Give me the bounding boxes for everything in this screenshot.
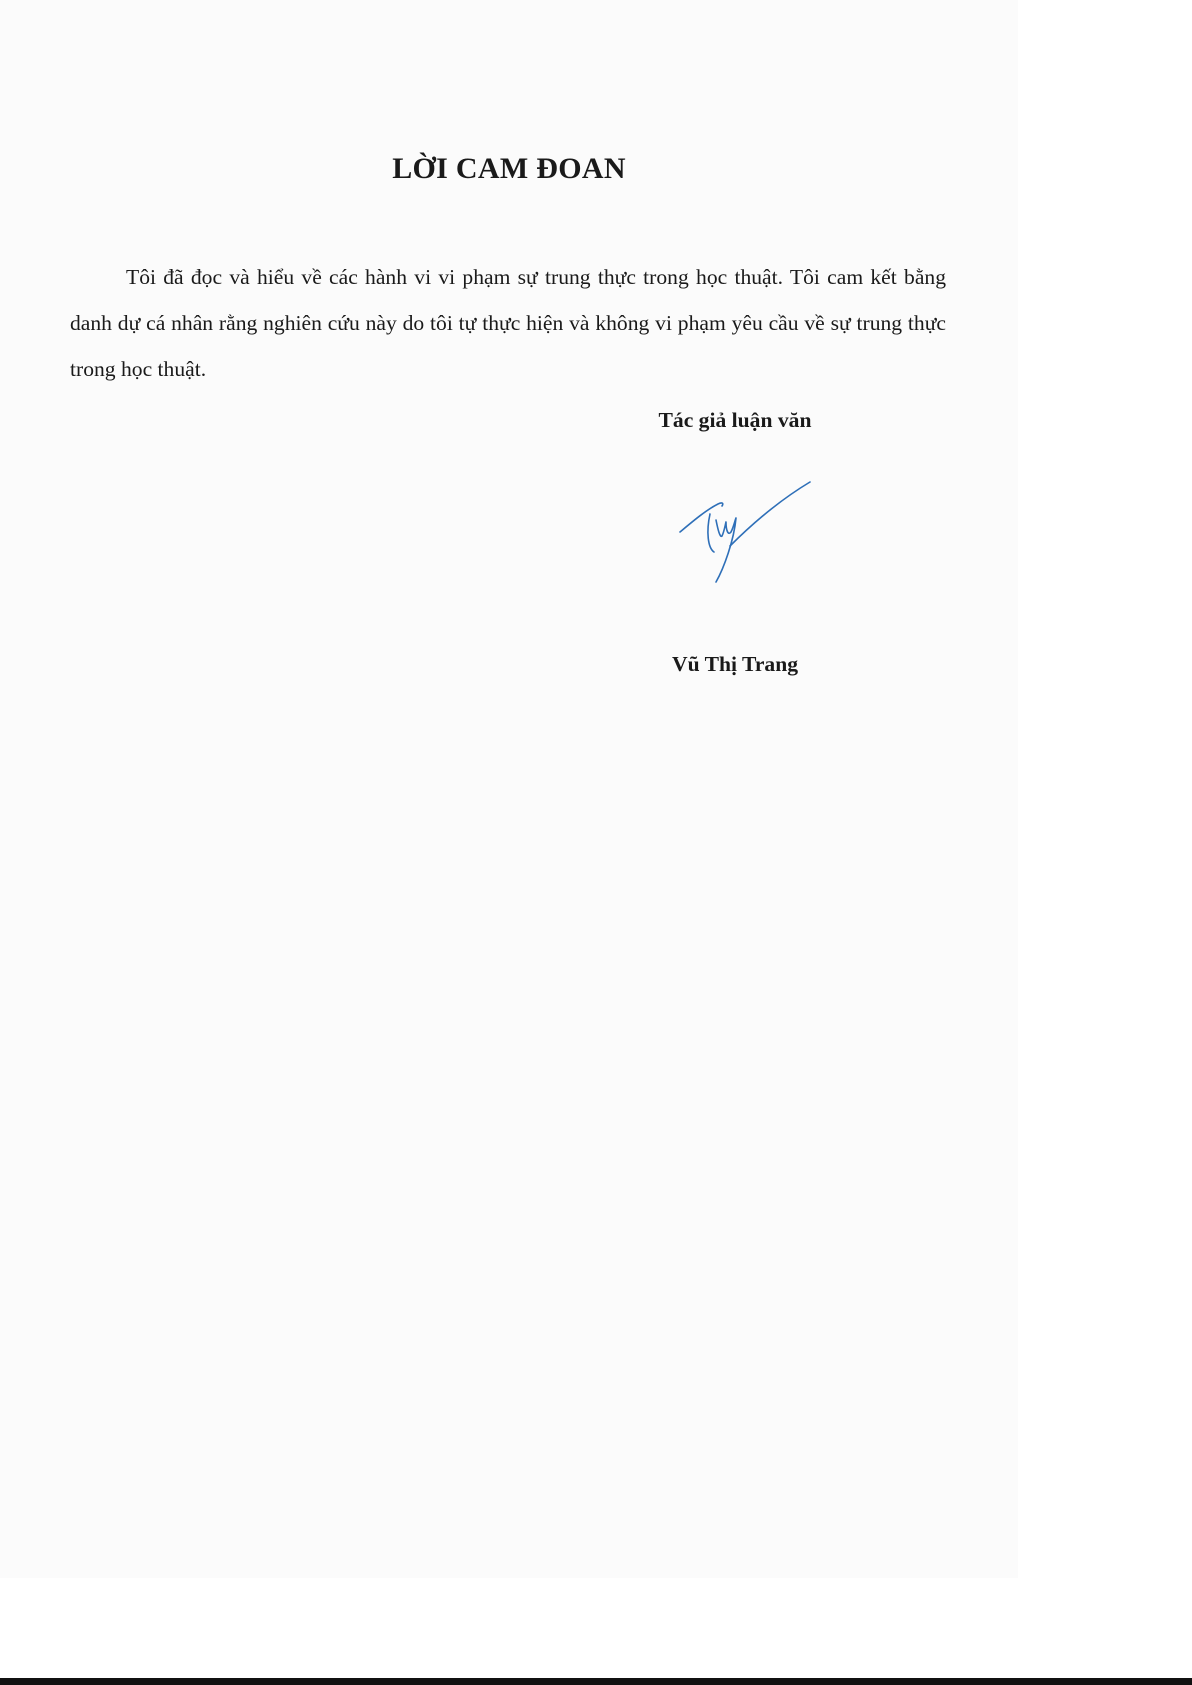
signature-icon (670, 470, 820, 590)
author-label: Tác giả luận văn (658, 408, 812, 432)
author-name: Vũ Thị Trang (671, 652, 799, 676)
page-title: LỜI CAM ĐOAN (392, 152, 626, 185)
bottom-border (0, 1678, 1192, 1685)
declaration-paragraph: Tôi đã đọc và hiểu về các hành vi vi phạm sự trung thực trong học thuật. Tôi cam kết bằng danh dự cá nhân rằng nghiên cứu này do tôi tự thực hiện và không vi phạm yêu cầu về sự trung thực trong học thuật. (70, 265, 946, 381)
